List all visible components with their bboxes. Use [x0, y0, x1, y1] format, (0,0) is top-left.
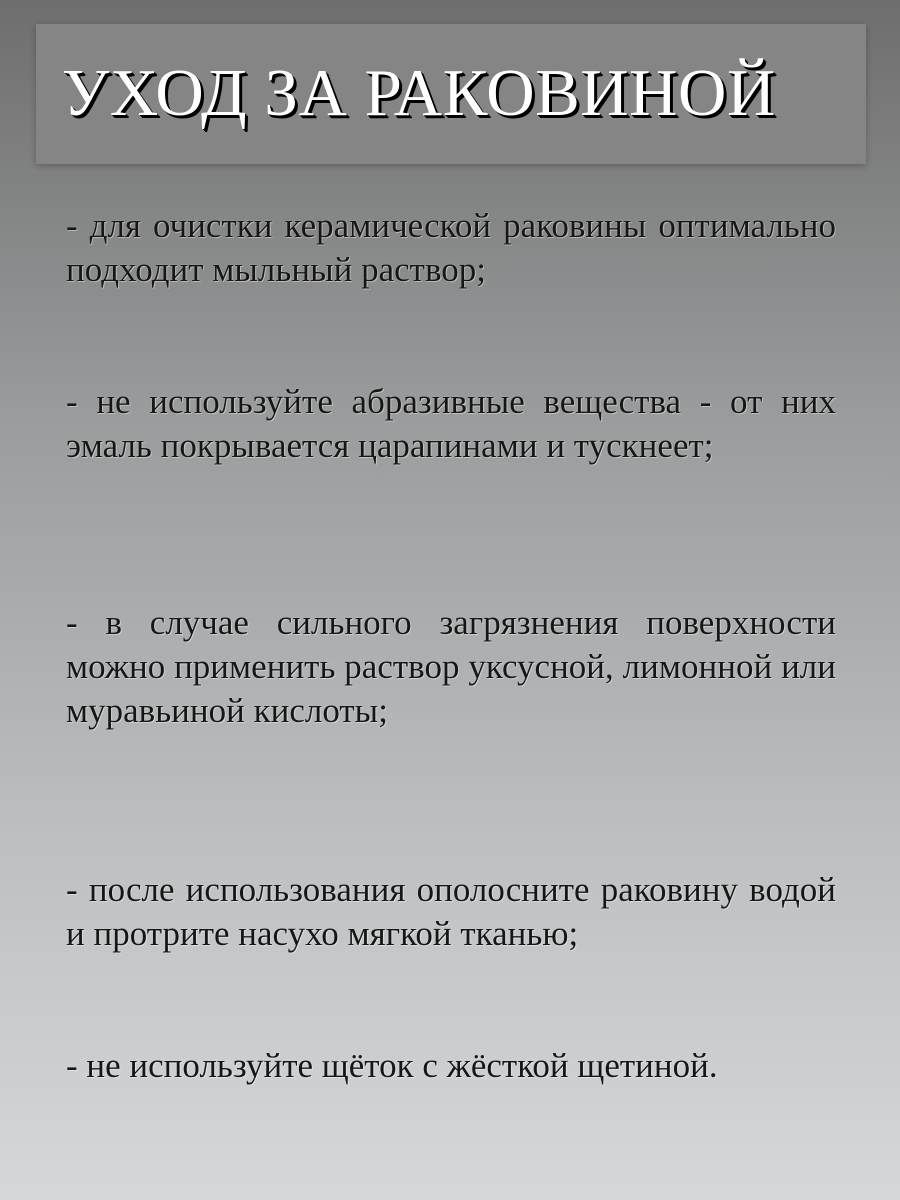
page-title: УХОД ЗА РАКОВИНОЙ — [62, 56, 776, 130]
care-tip-rinse-and-dry: - после использования ополосните раковину водой и протрите насухо мягкой тканью; — [66, 870, 836, 953]
care-tip-cleaning-solution: - для очистки керамической раковины оптимально подходит мыльный раствор; — [66, 206, 836, 289]
title-banner — [36, 24, 866, 164]
care-tip-no-abrasives: - не используйте абразивные вещества - от них эмаль покрывается царапинами и тускнеет; — [66, 382, 836, 465]
care-tip-acid-solution: - в случае сильного загрязнения поверхности можно применить раствор уксусной, лимонной или муравьиной кислоты; — [66, 603, 836, 730]
care-tip-no-hard-brushes: - не используйте щёток с жёсткой щетиной. — [66, 1046, 718, 1085]
